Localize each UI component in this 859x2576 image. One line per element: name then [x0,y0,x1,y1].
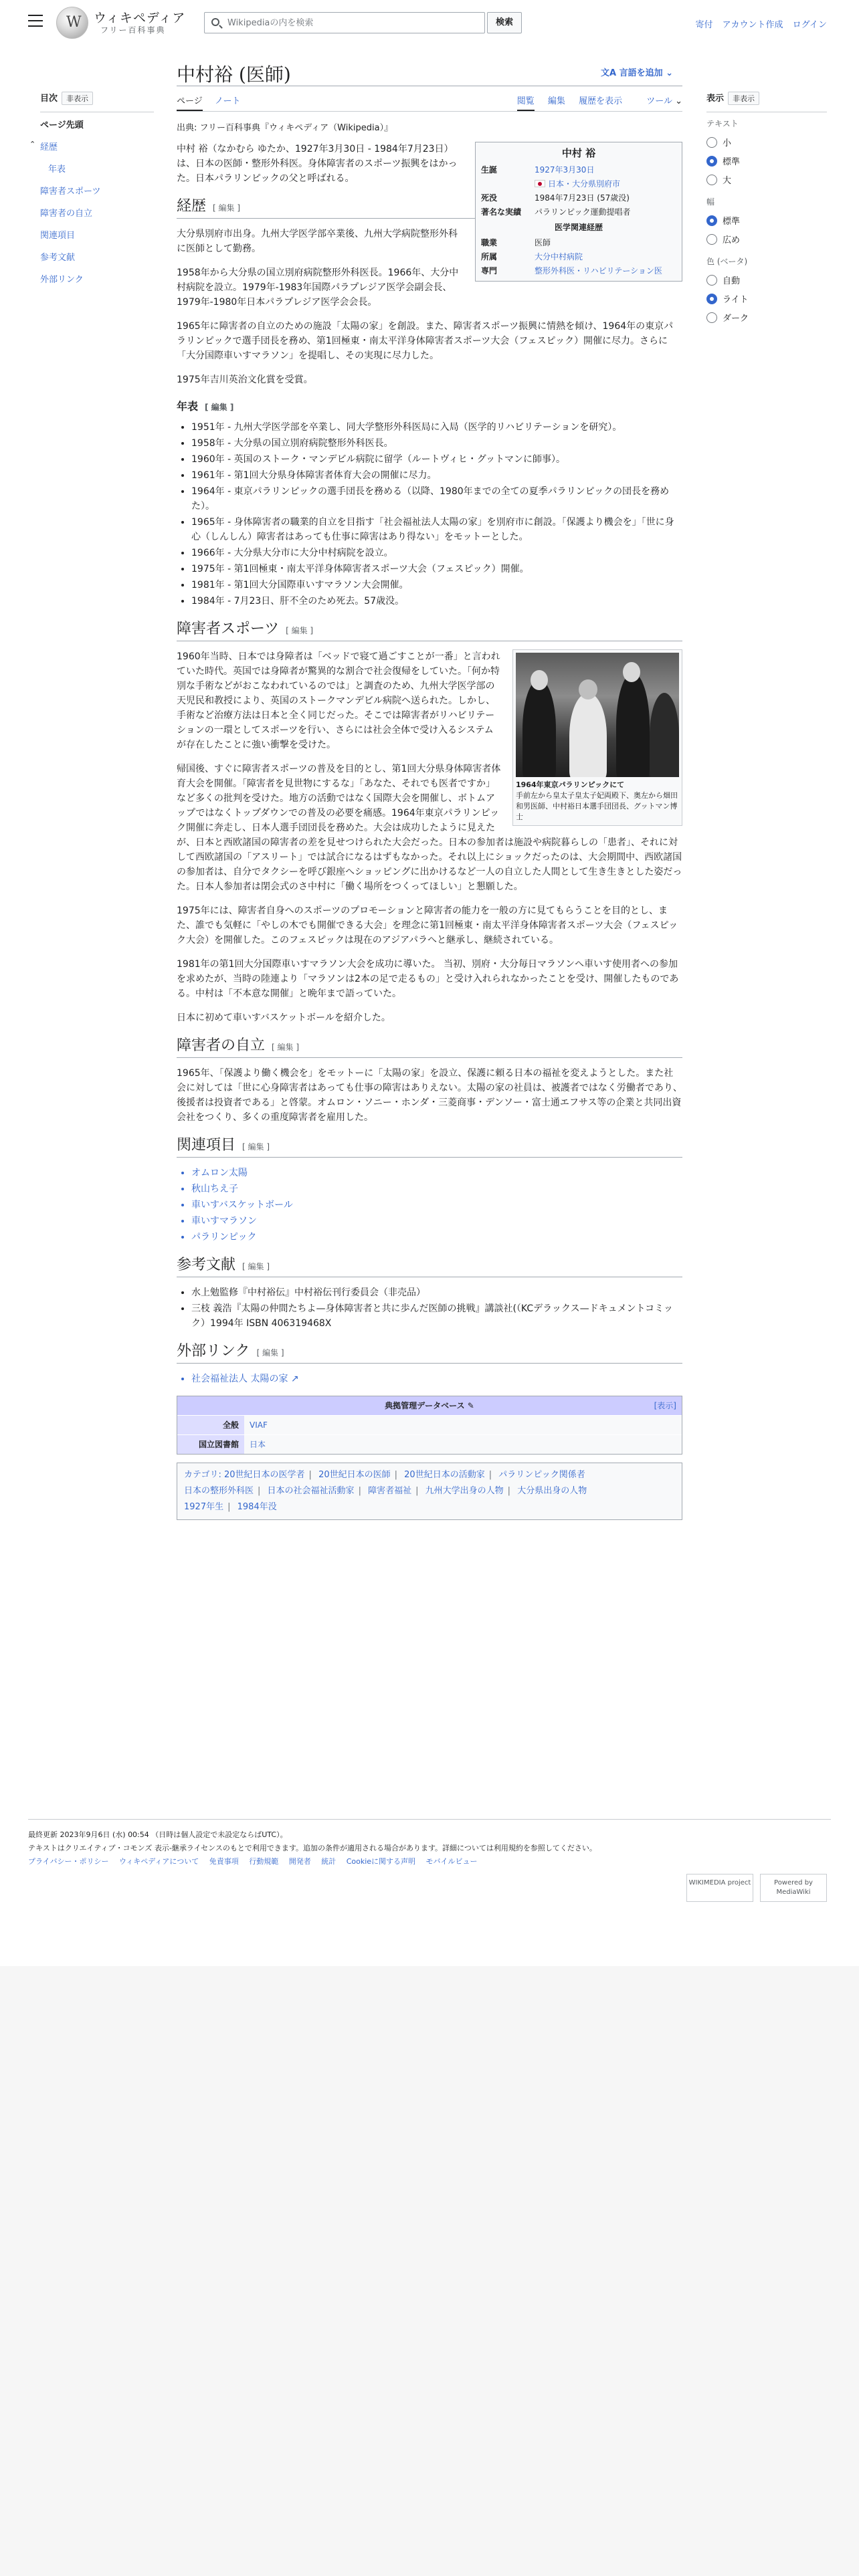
section-heading-sports [177,622,682,641]
toc-title: 目次 [40,94,58,104]
category-link[interactable]: 日本の社会福祉活動家 [267,1486,355,1496]
category-link[interactable]: 20世紀日本の医師 [318,1470,391,1480]
infobox-row [478,250,679,264]
toc-item-references[interactable]: 参考文献 [40,253,76,263]
toc-hide-button[interactable]: 非表示 [62,92,93,105]
list-item: • 1965年 - 身体障害者の職業的自立を目指す「社会福祉法人太陽の家」を別府市に創設。「保護より機会を」「世に身心（しんしん）障害者はあっても仕事に障害はあり得ない」をモットーとした。 [191,515,682,544]
section-heading-chronology [177,399,682,415]
option-label: 標準 [723,217,741,227]
footer-link[interactable]: 開発者 [288,1857,311,1866]
appearance-panel [706,91,827,330]
authority-value[interactable]: 日本 [244,1435,682,1455]
logo-title[interactable]: ウィキペディア [94,11,186,25]
radio-color-dark[interactable] [706,312,717,323]
infobox-value: 1984年7月23日 (57歳没) [535,193,630,203]
infobox-row [478,177,679,191]
user-links [688,17,827,30]
edit-link[interactable]: [ 編集 ] [213,203,241,213]
footer-link[interactable]: ウィキペディアについて [118,1857,199,1866]
page-tabs [177,94,682,111]
color-option[interactable] [706,311,827,322]
reference-item: • 三枝 義浩『太陽の仲間たちよ—身体障害者と共に歩んだ医師の挑戦』講談社(（KCデラックス—ドキュメントコミック）1994年 ISBN 406319468X [191,1301,682,1331]
list-item: • 1966年 - 大分県大分市に大分中村病院を設立。 [191,546,682,560]
list-item: • 1984年 - 7月23日、肝不全のため死去。57歳没。 [191,594,682,609]
caption-text: 手前左から皇太子皇太子妃両殿下、奥左から畑田和男医師、中村裕日本選手団団長、グットマン博士 [516,791,678,821]
heading-text: 経歴 [177,198,207,215]
appearance-heading [706,91,827,105]
list-item: • 1958年 - 大分県の国立別府病院整形外科医長。 [191,436,682,451]
category-links: カテゴリ: 20世紀日本の医学者 | 20世紀日本の医師 | 20世紀日本の活動家 | パラリンピック関係者 日本の整形外科医 | 日本の社会福祉活動家 | 障害者福祉 | 九州大学出身の人物 | 大分県出身の人物 1927年生 | 1984年没 [177,1463,682,1520]
paragraph: 1981年の第1回大分国際車いすマラソン大会を成功に導いた。 当初、別府・大分毎日マラソンへ車いす使用者への参加を求めたが、当時の陸連より「マラソンは2本の足で走るもの」と受け入れられなかったことを受け、開催したものである。中村は「不本意な開催」と晩年まで語っていた。 [177,959,679,999]
photo-figure [650,693,679,777]
radio-large[interactable] [706,175,717,185]
color-option[interactable] [706,274,827,284]
text-size-option[interactable] [706,173,827,184]
category-link[interactable]: パラリンピック関係者 [498,1470,585,1480]
wikimedia-badge[interactable]: WIKIMEDIA project [686,1874,753,1902]
radio-color-auto[interactable] [706,275,717,286]
text-size-option[interactable] [706,136,827,146]
paragraph: 日本に初めて車いすバスケットボールを紹介した。 [177,1012,391,1023]
section-heading-external [177,1344,682,1364]
infobox-band: 医学関連経歴 [554,223,603,232]
footer-links [28,1855,831,1868]
photo-figure [531,670,548,690]
authority-row [177,1416,682,1435]
toc-item-related[interactable]: 関連項目 [40,231,76,241]
paragraph: 1958年から大分県の国立別府病院整形外科医長。1966年、大分中村病院を設立。1979年-1983年国際パラプレジア医学会副会長、1979年-1980年日本パラプレジア医学会会長。 [177,267,459,308]
authority-toggle[interactable]: [表示] [654,1401,676,1410]
infobox-key: 死没 [481,193,498,203]
authority-row [177,1435,682,1455]
footer-link[interactable]: モバイルビュー [425,1857,478,1866]
authority-key: 全般 [177,1416,244,1435]
width-label: 幅 [706,197,715,207]
option-label: ライト [723,295,749,305]
category-link[interactable]: 日本の整形外科医 [184,1486,254,1496]
category-link[interactable]: 大分県出身の人物 [517,1486,587,1496]
width-option[interactable] [706,233,827,243]
language-button[interactable] [601,66,673,78]
intro-paragraph: 中村 裕（なかむら ゆたか、1927年3月30日 - 1984年7月23日）は、日本の医師・整形外科医。身体障害者のスポーツ振興をはかった。日本パラリンピックの父と呼ばれる。 [177,144,458,184]
paragraph: 1965年に障害者の自立のための施設「太陽の家」を創設。また、障害者スポーツ振興に情熱を傾け、1964年の東京パラリンピックで選手団長を務め、第1回極東・南太平洋身体障害者スポーツ大会（フェスピック）開催に尽力。さらに「大分国際車いすマラソン」を提唱し、その実現に尽力した。 [177,321,674,361]
toc-item-sports[interactable]: 障害者スポーツ [40,187,101,197]
related-link[interactable]: • 車いすマラソン [191,1214,682,1228]
option-label: 小 [723,138,732,148]
list-item: • 1951年 - 九州大学医学部を卒業し、同大学整形外科医局に入局（医学的リハビリテーションを研究）。 [191,420,682,435]
option-label: 大 [723,176,732,186]
reference-item: • 水上勉監修『中村裕伝』中村裕伝刊行委員会（非売品） [191,1285,682,1300]
search-input[interactable] [226,15,480,30]
external-link-icon: ↗ [290,1374,299,1384]
tab-read[interactable]: 閲覧 [517,96,535,111]
infobox-key [478,177,532,191]
tab-edit[interactable]: 編集 [547,96,565,106]
color-label: 色 (ベータ) [706,257,748,266]
infobox-row [478,264,679,278]
site-header [0,0,859,44]
footer-link[interactable]: 統計 [321,1857,337,1866]
chronology-list [177,420,682,609]
source-note: 出典: フリー百科事典『ウィキペディア（Wikipedia）』 [177,123,393,133]
paragraph: 帰国後、すぐに障害者スポーツの普及を目的とし、第1回大分県身体障害者体育大会を開催。「障害者を見世物にするな」「あなた、それでも医者ですか」など多くの批判を受けた。地方の活動ではなく国際大会を開催し、ボトムアップではなくトップダウンでの普及の必要を痛感。1964年東京パラリンピック開催に奔走し、日本人選手団団長を務めた。大会は成功したように見えたが、日本と西欧諸国の障害者の差を見せつけられた大会だった。日本の参加者は施設や病院暮らしの「患者」、それに対して西欧諸国の「アスリート」では試合になるはずもなかった。それ以上にショックだったのは、大会期間中、西欧諸国の参加者は、自分でタクシーを呼び銀座へショッピングに出かけるなど一人の自立した人間として生き生きとした姿だった。日本人参加者は閉会式のさ中村に「働く場所をつくってほしい」と懇願した。 [177,764,682,892]
edit-link[interactable]: [ 編集 ] [242,1262,270,1271]
option-label: 標準 [723,157,741,167]
toc-item-top[interactable]: ページ先頭 [40,120,84,130]
chevron-down-icon: ⌄ [666,68,674,78]
appearance-title: 表示 [706,94,725,104]
toc-item-independence[interactable]: 障害者の自立 [40,209,93,219]
infobox-key: 所属 [481,252,498,261]
japan-flag-icon [535,180,545,187]
heading-text: 関連項目 [177,1137,236,1154]
tab-page[interactable]: ページ [177,96,203,111]
section-heading-references [177,1258,682,1277]
infobox-key: 著名な実績 [481,207,522,217]
radio-standard[interactable] [706,156,717,167]
main-menu-icon[interactable] [28,15,43,27]
tab-history[interactable]: 履歴を表示 [579,96,623,106]
tools-label: ツール [646,96,672,106]
text-size-label: テキスト [706,119,739,128]
mediawiki-badge[interactable]: Powered by MediaWiki [760,1874,827,1902]
infobox-key: 専門 [481,266,498,276]
birthplace-link[interactable]: 日本・大分県別府市 [548,179,621,189]
authority-control-box [177,1396,682,1455]
search-box[interactable] [204,12,485,33]
infobox-value[interactable]: 大分中村病院 [535,252,583,261]
infobox-value[interactable]: 整形外科医・リハビリテーション医 [535,266,662,276]
toc-heading [40,91,154,105]
related-list [177,1166,682,1245]
list-item: • 1964年 - 東京パラリンピックの選手団長を務める（以降、1980年までの全ての夏季パラリンピックの団長を務めた）。 [191,484,682,514]
article-content [177,142,682,1520]
section-heading-related [177,1138,682,1158]
option-label: 自動 [723,276,741,286]
heading-text: 障害者スポーツ [177,621,280,637]
category-link[interactable]: 1927年生 [184,1502,224,1512]
toc-item-external[interactable]: 外部リンク [40,275,84,285]
related-link[interactable]: • 車いすバスケットボール [191,1198,682,1212]
tab-talk[interactable]: ノート [214,96,241,106]
infobox-row [478,163,679,177]
infobox-name: 中村 裕 [561,147,596,159]
list-item: • 1975年 - 第1回極東・南太平洋身体障害者スポーツ大会（フェスピック）開催。 [191,562,682,576]
tabs-divider [177,111,682,112]
width-option[interactable] [706,214,827,225]
search-icon [211,18,219,26]
heading-text: 障害者の自立 [177,1037,266,1054]
toc-item-career[interactable]: 経歴 [40,142,58,152]
footer-link[interactable]: Cookieに関する声明 [346,1857,416,1866]
radio-color-light[interactable] [706,294,717,304]
wikipedia-logo[interactable]: W [56,7,88,39]
infobox-row [478,191,679,205]
edit-link[interactable]: [ 編集 ] [242,1142,270,1152]
external-links-list [177,1372,682,1386]
related-link[interactable]: • 秋山ちえ子 [191,1182,682,1196]
option-label: ダーク [723,314,749,324]
infobox-value: 医師 [535,238,551,247]
external-link-label: 社会福祉法人 太陽の家 [191,1374,288,1384]
donate-link[interactable]: 寄付 [695,20,713,30]
paragraph: 1965年、「保護より働く機会を」をモットーに「太陽の家」を設立、保護に頼る日本の福祉を変えようとした。また社会に対しては「世に心身障害者はあっても仕事の障害はありえない。太陽の家の社員は、被護者ではなく労働者であり、後援者は投資者である」と啓蒙。オムロン・ソニー・ホンダ・三菱商事・デンソー・富士通エフサス等の企業と共同出資会社をつくり、多くの重度障害者を雇用した。 [177,1068,682,1123]
page-title: 中村裕 (医師) [177,64,291,86]
edit-link[interactable]: [ 編集 ] [256,1348,284,1358]
photo-figure [522,679,556,777]
footer [28,1828,831,1868]
paragraph: 1975年吉川英治文化賞を受賞。 [177,374,313,385]
language-label: 言語を追加 [619,68,663,78]
photo-figure [623,662,640,682]
photo-figure [569,693,607,777]
infobox-value[interactable]: 1927年3月30日 [535,165,595,175]
footer-link[interactable]: プライバシー・ポリシー [28,1857,109,1866]
radio-small[interactable] [706,137,717,148]
tools-menu[interactable]: ツール ⌄ [646,96,682,106]
infobox [475,142,682,282]
edit-link[interactable]: [ 編集 ] [272,1043,300,1052]
license-text: テキストはクリエイティブ・コモンズ 表示-継承ライセンスのもとで利用できます。追加の条件が適用される場合があります。詳細については利用規約を参照してください。 [28,1844,597,1852]
translate-icon: 文A [601,68,619,78]
logo-subtitle: フリー百科事典 [100,25,166,35]
create-account-link[interactable]: アカウント作成 [722,20,783,30]
footer-link[interactable]: 免責事項 [209,1857,239,1866]
table-of-contents [29,91,154,294]
search-button[interactable]: 検索 [487,12,522,33]
heading-text: 外部リンク [177,1343,250,1360]
category-link[interactable]: 障害者福祉 [368,1486,412,1496]
section-heading-independence [177,1039,682,1058]
option-label: 広め [723,235,741,245]
authority-key: 国立図書館 [177,1435,244,1455]
text-size-option[interactable] [706,154,827,165]
category-link[interactable]: 1984年没 [237,1502,277,1512]
category-link[interactable]: 九州大学出身の人物 [425,1486,504,1496]
infobox-key: 生誕 [481,165,498,175]
toc-collapse-icon[interactable]: ⌃ [29,140,36,148]
paragraph: 1975年には、障害者自身へのスポーツのプロモーションと障害者の能力を一般の方に見てもらうことを目的とし、また、誰でも気軽に「やしの木でも開催できる大会」を理念に第1回極東・南太平洋身体障害者スポーツ大会（フェスピック大会）を開催した。このフェスピックは現在のアジアパラへと継承し、継続されている。 [177,905,678,946]
login-link[interactable]: ログイン [792,20,827,30]
radio-width-standard[interactable] [706,215,717,226]
infobox-value: パラリンピック運動提唱者 [535,207,631,217]
appearance-hide-button[interactable]: 非表示 [728,92,759,105]
infobox-key: 職業 [481,238,498,247]
related-link[interactable]: • パラリンピック [191,1230,682,1245]
authority-value[interactable]: VIAF [244,1416,682,1435]
color-option[interactable] [706,292,827,303]
authority-table [177,1415,682,1454]
edit-link[interactable]: [ 編集 ] [286,626,314,635]
radio-width-wide[interactable] [706,234,717,245]
list-item: • 1961年 - 第1回大分県身体障害者体育大会の開催に尽力。 [191,468,682,483]
authority-header [177,1396,682,1415]
toc-item-career-row [29,140,154,152]
authority-title[interactable]: 典拠管理データベース [385,1401,465,1410]
photo-caption [516,777,679,823]
references-list [177,1285,682,1331]
infobox-row [478,236,679,250]
paragraph: 1960年当時、日本では身障者は「ベッドで寝て過ごすことが一番」と言われていた時代。英国では身障者が驚異的な割合で社会復帰をしていた。「何か特別な手術などがおこなわれているのでは」と調査のため、九州大学医学部の天児民和教授により、英国のストークマンデビル病院へ送られた。しかし、手術など治療方法は日本と全く同じだった。そこでは障害者がリハビリテーションの一環としてスポーツを行い、さらには社会全体で受け入るシステムが存在したことに強い衝撃を受けた。 [177,651,500,750]
list-item: • 1960年 - 英国のストーク・マンデビル病院に留学（ルートヴィヒ・グットマンに師事）。 [191,452,682,467]
heading-text: 参考文献 [177,1257,236,1273]
photo-figure [616,673,650,777]
infobox-row [478,205,679,219]
heading-text: 年表 [177,400,199,413]
edit-link[interactable]: [ 編集 ] [205,403,234,412]
list-item: • 1981年 - 第1回大分国際車いすマラソン大会開催。 [191,578,682,593]
infobox-value [532,177,679,191]
category-link[interactable]: 20世紀日本の活動家 [404,1470,485,1480]
footer-divider [28,1819,831,1820]
caption-title: 1964年東京パラリンピックにて [516,780,625,789]
last-modified: 最終更新 2023年9月6日 (水) 00:54 （日時は個人設定で未設定ならばUTC）。 [28,1830,288,1839]
infobox-table [478,163,679,278]
external-link[interactable] [191,1372,682,1386]
footer-link[interactable]: 行動規範 [249,1857,279,1866]
category-link[interactable]: カテゴリ: 20世紀日本の医学者 [184,1470,305,1480]
related-link[interactable]: • オムロン太陽 [191,1166,682,1180]
pencil-icon[interactable]: ✎ [467,1401,474,1410]
toc-item-chronology[interactable]: 年表 [48,165,66,175]
paralympics-photo[interactable] [516,653,679,777]
paragraph: 大分県別府市出身。九州大学医学部卒業後、九州大学病院整形外科に医師として勤務。 [177,229,458,254]
photo-thumbnail[interactable] [512,649,682,826]
photo-figure [579,679,597,700]
